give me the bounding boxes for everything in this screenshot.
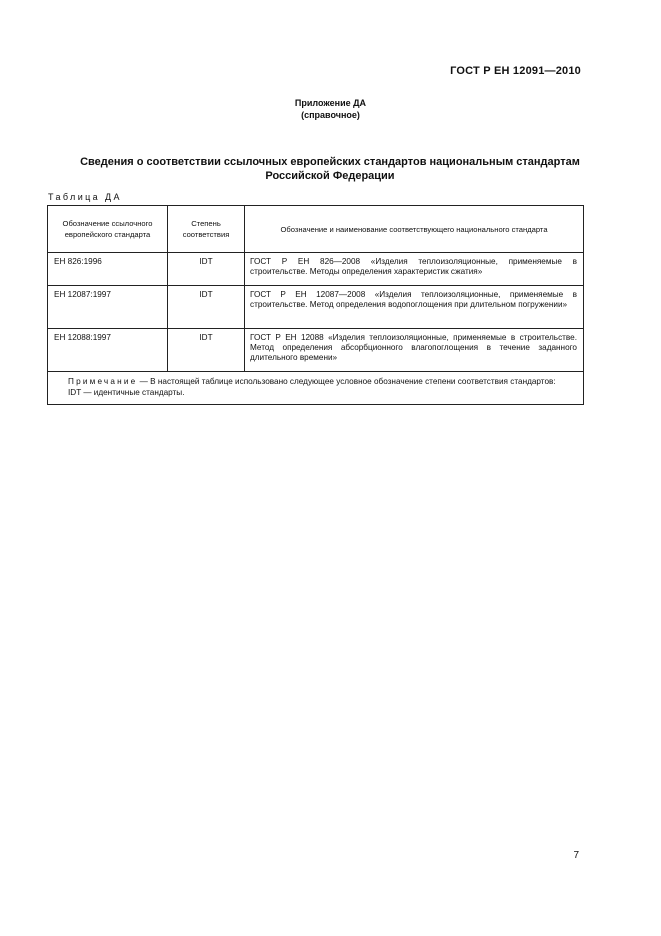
header-ref-standard: Обозначение ссылочного европейского стандарта	[48, 206, 168, 253]
cell-national: ГОСТ Р ЕН 826—2008 «Изделия теплоизоляционные, применяемые в строительстве. Методы определения характеристик сжатия»	[245, 253, 584, 286]
table-row	[48, 253, 584, 286]
cell-ref: ЕН 826:1996	[48, 253, 168, 286]
note-line1	[56, 377, 575, 388]
header-degree: Степень соответствия	[168, 206, 245, 253]
table-label: Таблица ДА	[48, 192, 122, 202]
page-number: 7	[573, 850, 579, 861]
annex-title: Приложение ДА	[294, 98, 367, 108]
annex-heading	[0, 97, 661, 121]
annex-subtitle: (справочное)	[301, 110, 360, 120]
cell-degree: IDT	[168, 329, 245, 372]
table-row	[48, 286, 584, 329]
header-national-standard: Обозначение и наименование соответствующего национального стандарта	[245, 206, 584, 253]
table-row	[48, 329, 584, 372]
section-title-line2: Российской Федерации	[265, 170, 395, 182]
cell-national: ГОСТ Р ЕН 12087—2008 «Изделия теплоизоляционные, применяемые в строительстве. Метод определения водопоглощения при длительном погружении»	[245, 286, 584, 329]
note-text: — В настоящей таблице использовано следующее условное обозначение степени соответствия стандартов:	[137, 377, 556, 386]
table-note-row	[48, 372, 584, 405]
note-line2: IDT — идентичные стандарты.	[68, 387, 185, 397]
cell-degree: IDT	[168, 253, 245, 286]
cell-ref: ЕН 12088:1997	[48, 329, 168, 372]
cell-degree: IDT	[168, 286, 245, 329]
correspondence-table	[47, 205, 584, 405]
table-note	[48, 372, 584, 405]
cell-national: ГОСТ Р ЕН 12088 «Изделия теплоизоляционные, применяемые в строительстве. Метод определения абсорбционного влагопоглощения в течение заданного длительного времени»	[245, 329, 584, 372]
section-title	[50, 155, 610, 183]
table-header-row	[48, 206, 584, 253]
cell-ref: ЕН 12087:1997	[48, 286, 168, 329]
section-title-line1: Сведения о соответствии ссылочных европейских стандартов национальным стандартам	[80, 156, 580, 168]
document-code: ГОСТ Р ЕН 12091—2010	[450, 65, 581, 77]
note-label: Примечание	[68, 377, 138, 386]
